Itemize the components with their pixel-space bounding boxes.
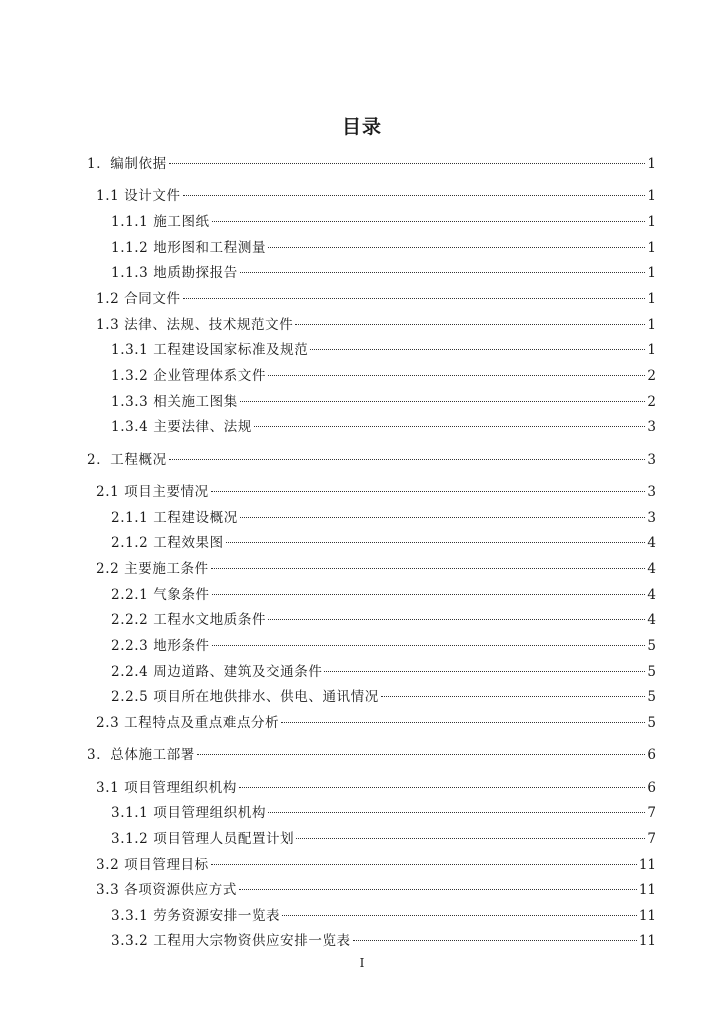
toc-entry-label: 2.2.5 项目所在地供排水、供电、通讯情况 xyxy=(111,689,379,705)
toc-entry[interactable] xyxy=(87,746,656,764)
toc-entry-page: 1 xyxy=(647,265,656,281)
toc-entry-page: 3 xyxy=(647,419,656,435)
toc-entry[interactable] xyxy=(111,393,656,411)
toc-entry-page: 1 xyxy=(647,156,656,172)
toc-entry[interactable] xyxy=(96,779,656,797)
toc-leader-dots xyxy=(211,568,646,569)
toc-leader-dots xyxy=(183,298,646,299)
toc-entry-page: 5 xyxy=(647,638,656,654)
toc-entry-page: 4 xyxy=(647,535,656,551)
toc-entry-label: 1.1 设计文件 xyxy=(96,188,181,204)
toc-entry[interactable] xyxy=(96,316,656,334)
toc-entry-label: 3.3.2 工程用大宗物资供应安排一览表 xyxy=(111,933,351,949)
toc-leader-dots xyxy=(239,787,645,788)
toc-entry-label: 3.3.1 劳务资源安排一览表 xyxy=(111,908,281,924)
toc-entry[interactable] xyxy=(96,560,656,578)
toc-entry-label: 1.1.2 地形图和工程测量 xyxy=(111,240,267,256)
toc-leader-dots xyxy=(239,889,637,890)
toc-entry[interactable] xyxy=(96,483,656,501)
toc-entry-label: 2.2.4 周边道路、建筑及交通条件 xyxy=(111,664,323,680)
toc-entry-page: 1 xyxy=(647,317,656,333)
toc-entry-label: 1.3.4 主要法律、法规 xyxy=(111,419,252,435)
toc-leader-dots xyxy=(310,349,645,350)
toc-entry[interactable] xyxy=(96,187,656,205)
toc-entry-label: 1.1.3 地质勘探报告 xyxy=(111,265,238,281)
toc-entry-page: 4 xyxy=(647,561,656,577)
toc-entry-label: 2.2.2 工程水文地质条件 xyxy=(111,612,267,628)
toc-entry[interactable] xyxy=(111,586,656,604)
toc-entry-page: 3 xyxy=(647,484,656,500)
toc-leader-dots xyxy=(381,696,646,697)
toc-entry[interactable] xyxy=(111,418,656,436)
toc-entry[interactable] xyxy=(111,534,656,552)
toc-leader-dots xyxy=(240,272,646,273)
toc-leader-dots xyxy=(324,671,645,672)
toc-entry-label: 1.3.3 相关施工图集 xyxy=(111,394,238,410)
toc-entry-label: 3.1.2 项目管理人员配置计划 xyxy=(111,831,295,847)
toc-leader-dots xyxy=(183,195,646,196)
toc-entry-page: 1 xyxy=(647,214,656,230)
toc-entry[interactable] xyxy=(111,932,656,950)
toc-entry-page: 11 xyxy=(638,857,656,873)
toc-entry-page: 4 xyxy=(647,587,656,603)
toc-entry-page: 11 xyxy=(638,933,656,949)
toc-entry-page: 4 xyxy=(647,612,656,628)
toc-entry-label: 1.1.1 施工图纸 xyxy=(111,214,210,230)
toc-leader-dots xyxy=(169,459,646,460)
toc-entry[interactable] xyxy=(111,264,656,282)
toc-leader-dots xyxy=(296,838,645,839)
toc-entry-label: 3.2 项目管理目标 xyxy=(96,857,209,873)
toc-leader-dots xyxy=(226,542,646,543)
toc-entry-page: 3 xyxy=(647,452,656,468)
toc-entry-label: 1.3.2 企业管理体系文件 xyxy=(111,368,267,384)
toc-entry-label: 1．编制依据 xyxy=(87,156,167,172)
toc-entry[interactable] xyxy=(111,611,656,629)
toc-leader-dots xyxy=(268,812,645,813)
toc-entry-label: 1.3.1 工程建设国家标准及规范 xyxy=(111,342,309,358)
toc-entry[interactable] xyxy=(87,155,656,173)
toc-leader-dots xyxy=(268,619,645,620)
toc-entry-page: 1 xyxy=(647,291,656,307)
page-title: 目录 xyxy=(341,116,382,138)
toc-leader-dots xyxy=(281,722,645,723)
toc-leader-dots xyxy=(197,754,646,755)
page-number-footer: I xyxy=(359,956,365,970)
toc-leader-dots xyxy=(295,324,645,325)
toc-entry-page: 2 xyxy=(647,368,656,384)
toc-entry-label: 2.1.1 工程建设概况 xyxy=(111,510,238,526)
toc-entry-page: 1 xyxy=(647,240,656,256)
toc-leader-dots xyxy=(353,940,637,941)
toc-entry-page: 11 xyxy=(638,882,656,898)
toc-entry-label: 2.1 项目主要情况 xyxy=(96,484,209,500)
toc-entry-page: 2 xyxy=(647,394,656,410)
toc-entry-page: 1 xyxy=(647,342,656,358)
toc-entry-label: 2．工程概况 xyxy=(87,452,167,468)
toc-entry[interactable] xyxy=(111,367,656,385)
toc-leader-dots xyxy=(212,645,646,646)
toc-leader-dots xyxy=(240,517,646,518)
toc-entry[interactable] xyxy=(96,714,656,732)
toc-entry[interactable] xyxy=(87,451,656,469)
toc-leader-dots xyxy=(268,375,645,376)
toc-entry[interactable] xyxy=(111,688,656,706)
toc-entry-page: 7 xyxy=(647,831,656,847)
toc-entry-label: 2.2 主要施工条件 xyxy=(96,561,209,577)
toc-entry[interactable] xyxy=(111,907,656,925)
toc-entry-label: 1.2 合同文件 xyxy=(96,291,181,307)
toc-entry-page: 6 xyxy=(647,747,656,763)
toc-leader-dots xyxy=(211,864,637,865)
toc-leader-dots xyxy=(212,594,646,595)
toc-entry-page: 1 xyxy=(647,188,656,204)
toc-leader-dots xyxy=(254,426,645,427)
toc-entry-page: 5 xyxy=(647,689,656,705)
toc-entry[interactable] xyxy=(111,239,656,257)
toc-entry[interactable] xyxy=(111,637,656,655)
toc-entry[interactable] xyxy=(96,290,656,308)
toc-entry-label: 2.1.2 工程效果图 xyxy=(111,535,224,551)
toc-entry[interactable] xyxy=(111,804,656,822)
toc-entry-label: 2.2.1 气象条件 xyxy=(111,587,210,603)
toc-entry-page: 6 xyxy=(647,780,656,796)
toc-leader-dots xyxy=(169,163,646,164)
toc-leader-dots xyxy=(282,915,637,916)
toc-entry-page: 11 xyxy=(638,908,656,924)
toc-entry[interactable] xyxy=(111,213,656,231)
toc-leader-dots xyxy=(268,247,645,248)
toc-entry-page: 7 xyxy=(647,805,656,821)
toc-entry-label: 1.3 法律、法规、技术规范文件 xyxy=(96,317,294,333)
toc-entry[interactable] xyxy=(96,856,656,874)
toc-entry-page: 3 xyxy=(647,510,656,526)
toc-entry-page: 5 xyxy=(647,664,656,680)
toc-entry-label: 3.3 各项资源供应方式 xyxy=(96,882,237,898)
toc-leader-dots xyxy=(240,401,646,402)
toc-entry[interactable] xyxy=(96,881,656,899)
toc-entry[interactable] xyxy=(111,509,656,527)
toc-entry[interactable] xyxy=(111,663,656,681)
toc-entry-label: 3.1.1 项目管理组织机构 xyxy=(111,805,267,821)
toc-leader-dots xyxy=(212,221,646,222)
toc-leader-dots xyxy=(211,491,646,492)
toc-entry[interactable] xyxy=(111,830,656,848)
toc-entry[interactable] xyxy=(111,341,656,359)
toc-entry-label: 2.3 工程特点及重点难点分析 xyxy=(96,715,280,731)
toc-entry-label: 2.2.3 地形条件 xyxy=(111,638,210,654)
toc-entry-label: 3.1 项目管理组织机构 xyxy=(96,780,237,796)
toc-entry-page: 5 xyxy=(647,715,656,731)
toc-entry-label: 3．总体施工部署 xyxy=(87,747,195,763)
